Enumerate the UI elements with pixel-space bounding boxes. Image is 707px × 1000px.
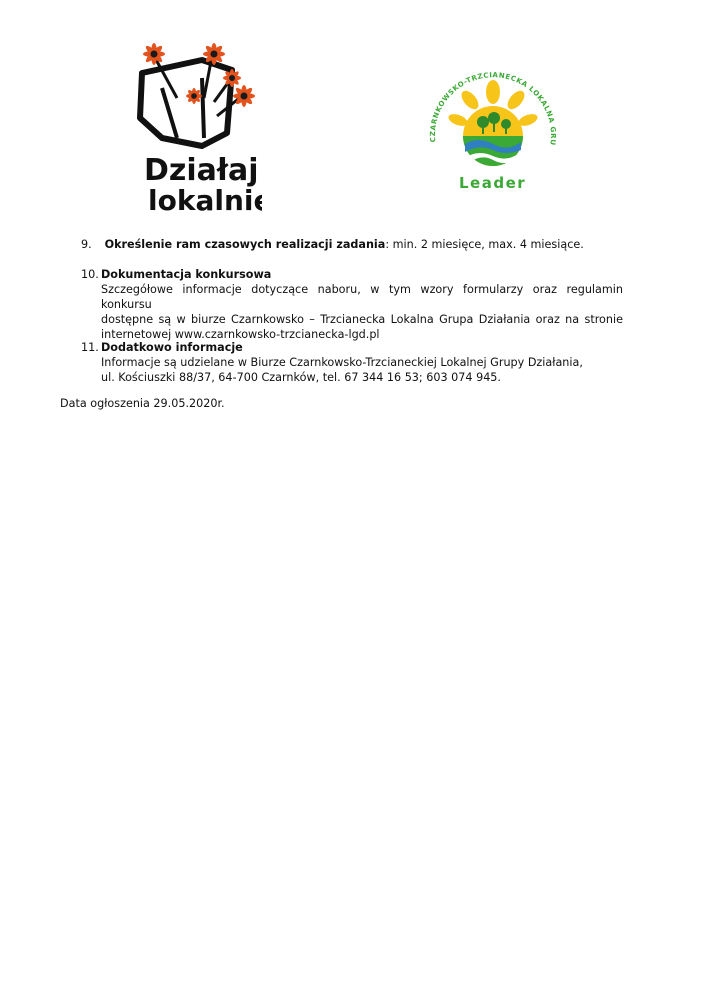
lgd-leader-logo-graphic <box>418 56 568 206</box>
logo-word-lokalnie: lokalnie <box>148 184 262 217</box>
paragraph-line: dostępne są w biurze Czarnkowsko – Trzcianecka Lokalna Grupa Działania oraz na stronie <box>101 313 623 326</box>
section-number: 10. <box>81 268 99 281</box>
logo-word-dzialaj: Działaj <box>144 153 259 188</box>
section-11-body <box>101 355 641 385</box>
logo-ring-text: CZARNKOWSKO-TRZCIANECKA LOKALNA GRU <box>428 71 558 147</box>
announcement-date: Data ogłoszenia 29.05.2020r. <box>60 397 225 410</box>
section-9 <box>81 237 641 252</box>
dzialaj-lokalnie-logo <box>132 38 262 218</box>
section-number: 9. <box>81 238 92 251</box>
section-heading: Określenie ram czasowych realizacji zadania <box>104 238 386 251</box>
section-inline-text: : min. 2 miesięce, max. 4 miesiące. <box>385 238 584 251</box>
section-number: 11. <box>81 341 99 354</box>
lgd-leader-logo <box>418 56 568 206</box>
paragraph-line: ul. Kościuszki 88/37, 64-700 Czarnków, tel. 67 344 16 53; 603 074 945. <box>101 371 501 384</box>
logo-leader-word: Leader <box>459 174 527 192</box>
section-heading: Dodatkowo informacje <box>101 341 243 354</box>
paragraph-line: internetowej www.czarnkowsko-trzcianecka-lgd.pl <box>101 328 380 341</box>
section-10-body <box>101 282 623 342</box>
paragraph-line: Szczegółowe informacje dotyczące naboru, w tym wzory formularzy oraz regulamin konkursu <box>101 283 623 311</box>
section-10 <box>81 267 626 282</box>
paragraph-line: Informacje są udzielane w Biurze Czarnkowsko-Trzcianeckiej Lokalnej Grupy Działania, <box>101 356 583 369</box>
dzialaj-lokalnie-logo-graphic <box>132 38 262 218</box>
section-11 <box>81 340 626 355</box>
section-heading: Dokumentacja konkursowa <box>101 268 272 281</box>
